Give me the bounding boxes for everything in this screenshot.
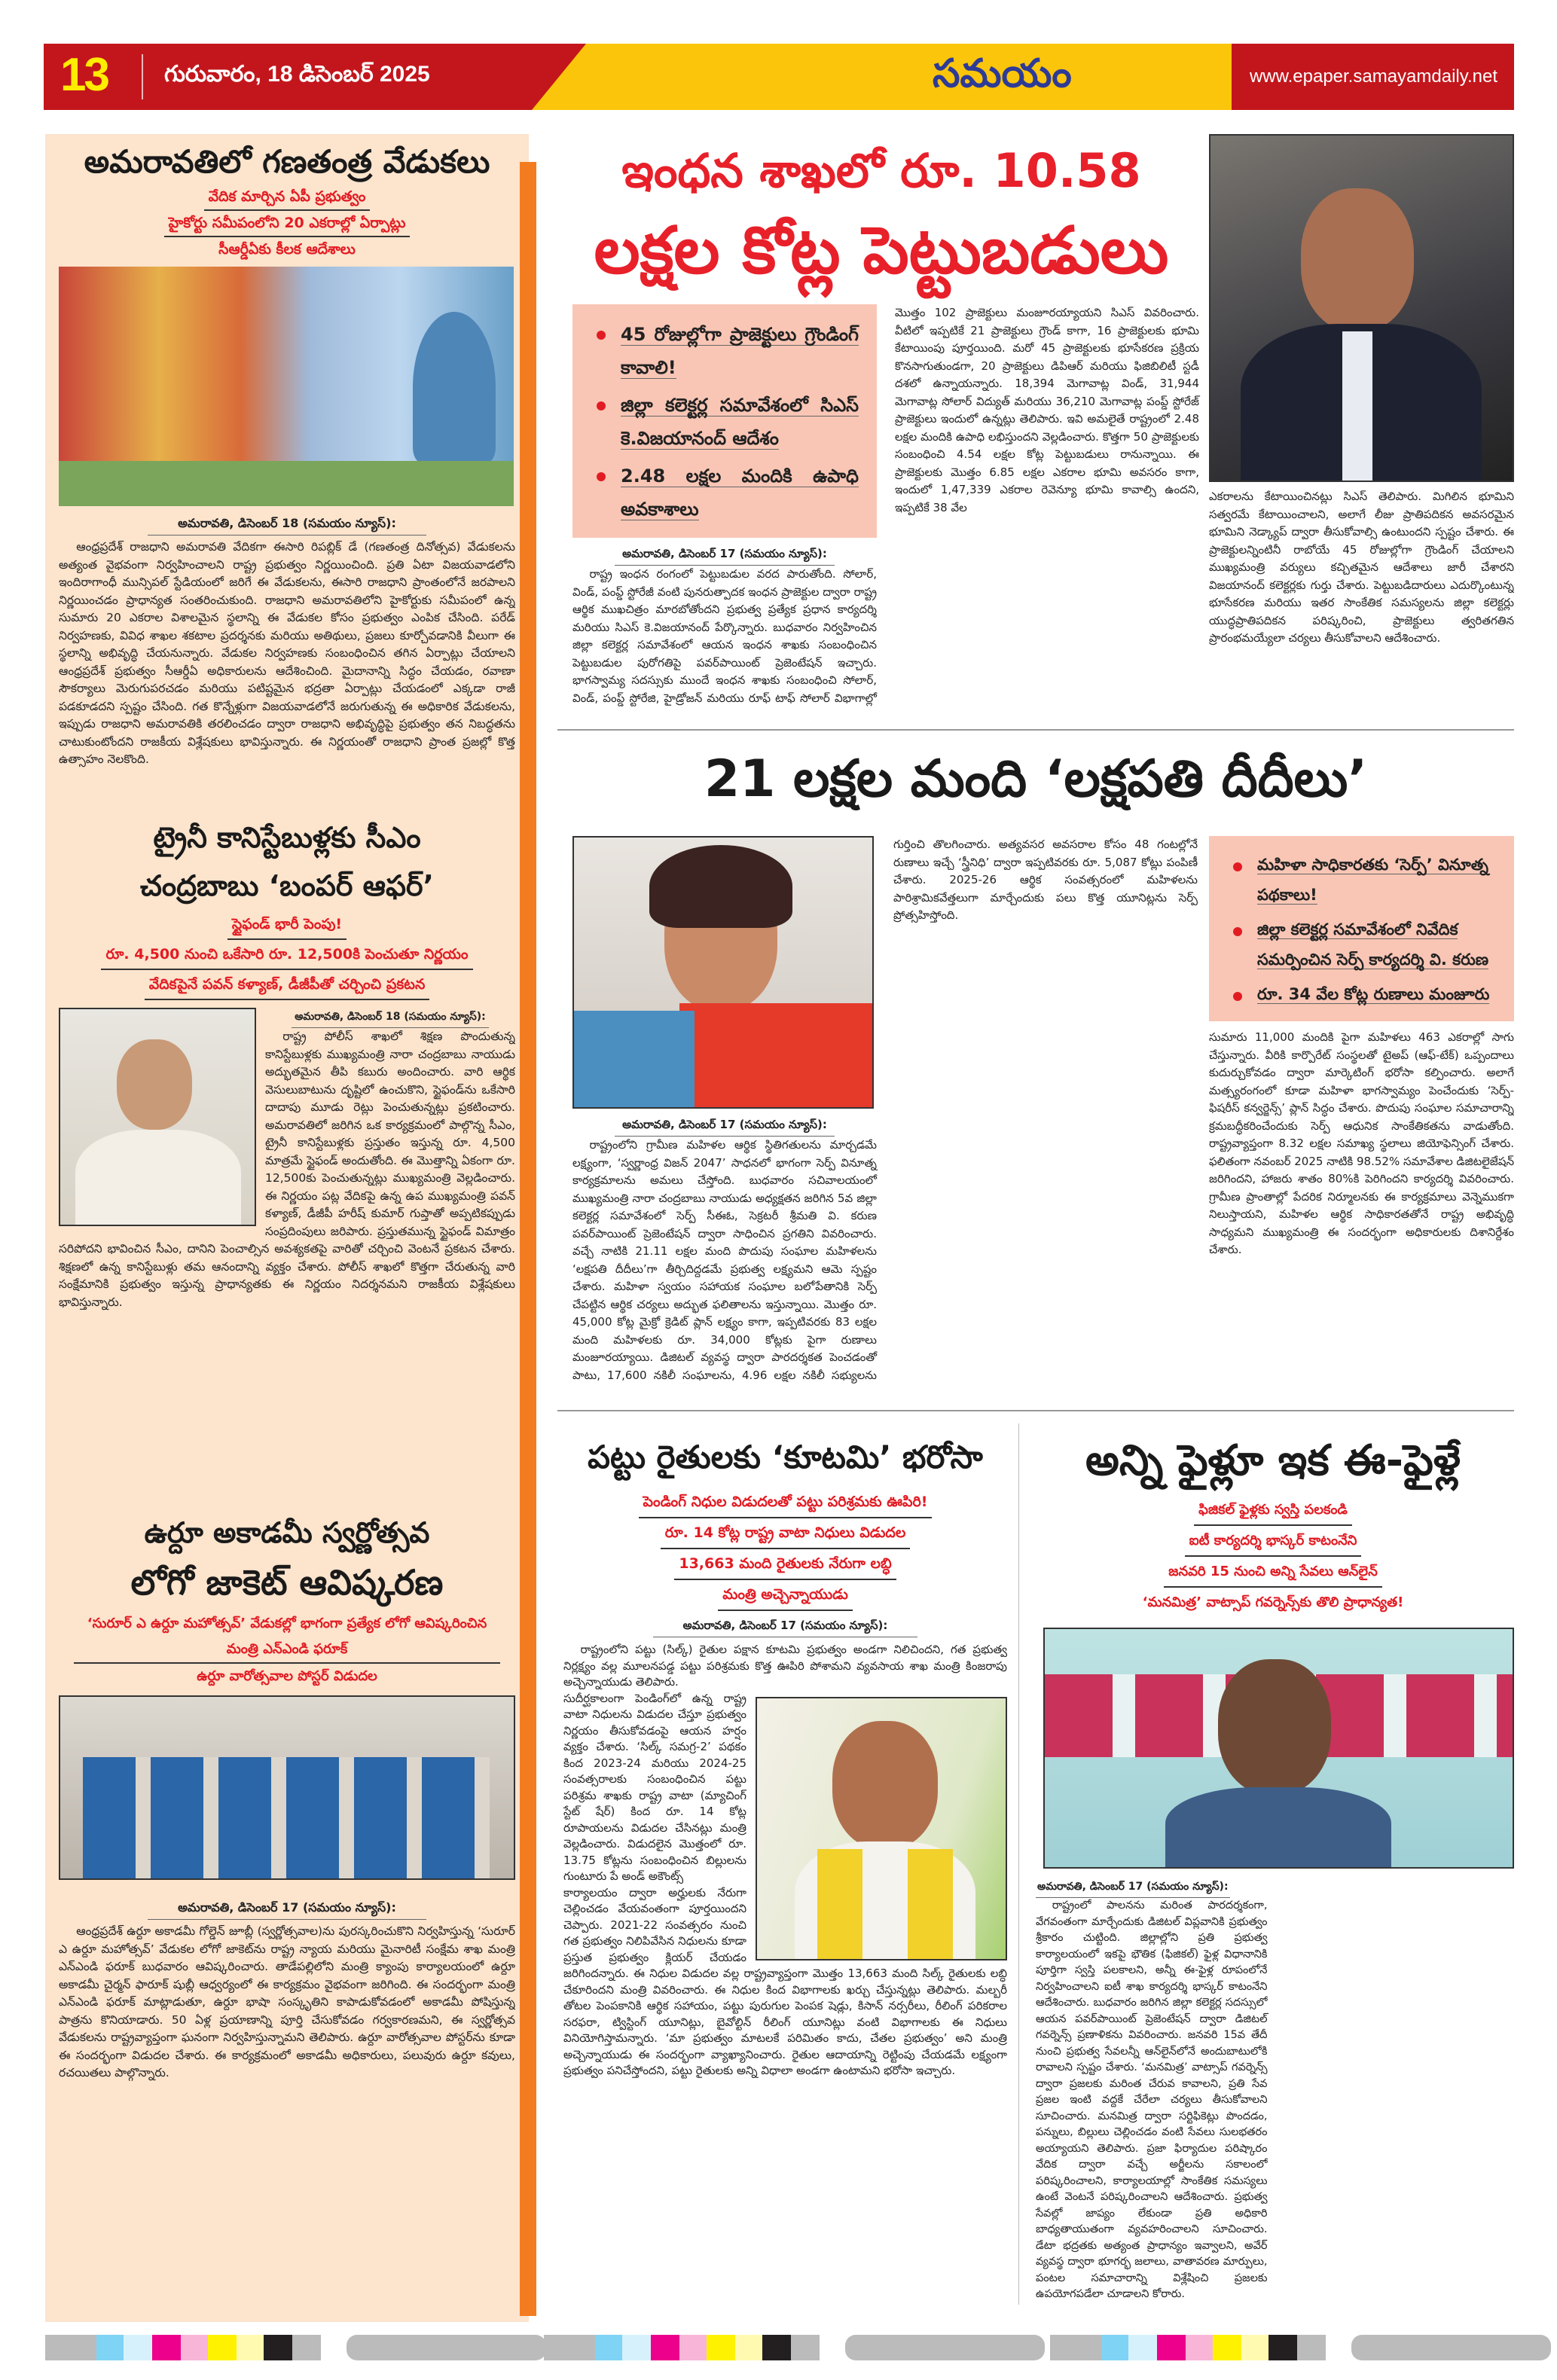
article-republic-day [59,139,515,786]
dateline: అమరావతి, డిసెంబర్ 18 (సమయం న్యూస్): [148,514,426,536]
highlight-item: రూ. 34 వేల కోట్ల రుణాలు మంజూరు [1232,979,1496,1009]
color-swatch [707,2335,735,2360]
color-swatch [735,2335,762,2360]
color-swatch [1157,2335,1186,2360]
kicker: ఐటీ కార్యదర్శి భాస్కర్ కాటంనేని [1185,1526,1362,1557]
color-swatch [237,2335,264,2360]
color-swatch [1050,2335,1101,2360]
article-trainee-constables [59,813,515,1486]
divider [1018,1423,1019,2305]
highlight-item: మహిళా సాధికారతకు ‘సెర్ప్’ వినూత్న పథకాలు! [1232,850,1496,910]
gray-registration-pill [1351,2335,1551,2360]
color-swatch [651,2335,679,2360]
article-body: రాష్ట్రంలోని పట్టు (సిల్క్) రైతుల పక్షాన కూటమి ప్రభుత్వం అండగా నిలిచిందని, గత ప్రభుత్వ నిర్లక్ష్యం వల్ల మూలనపడ్డ పట్టు పరిశ్రమకు కొత్త ఊపిరి పోశామని వ్యవసాయ శాఖ మంత్రి కింజరాపు అచ్చెన్నాయుడు తెలిపారు. [563,1643,1007,1689]
article-body: కార్యాలయం ద్వారా అర్హులకు నేరుగా చెల్లించడం వేయవంతంగా పూర్తయిందని చెప్పారు. 2021-22 సంవత్సరం నుంచి గత ప్రభుత్వం నిలిపివేసిన నిధులను కూడా ప్రస్తుత ప్రభుత్వం క్లియర్ చేయడం జరిగిందన్నారు. ఈ నిధుల విడుదల వల్ల రాష్ట్రవ్యాప్తంగా మొత్తం 13,663 మంది సిల్క్ రైతులకు లబ్ధి చేకూరిందని మంత్రి వివరించారు. ఈ నిధుల కింద విభాగాలకు ఖర్చు చేస్తున్నట్లు తెలిపారు. మల్బరీ తోటల పెంపకానికి ఆర్థిక సహాయం, పట్టు పురుగుల పెంపక షెడ్లు, కిసాన్ నర్సరీలు, రీలింగ్ పరికరాల సరఫరా, ట్విస్టింగ్ యూనిట్లు, బైవోల్టిన్ రీలింగ్ యూనిట్లు వంటి విభాగాలకు ఈ నిధులు వినియోగిస్తామన్నారు. ‘మా ప్రభుత్వం మాటలకే పరిమితం కాదు, చేతల ప్రభుత్వం’ అని మంత్రి అచ్చెన్నాయుడు ఈ సందర్భంగా వ్యాఖ్యానించారు. రైతుల ఆదాయాన్ని రెట్టింపు చేయడమే లక్ష్యంగా ప్రభుత్వం పనిచేస్తోందని, పట్టు రైతులకు అన్ని విధాలా అండగా ఉంటామని భరోసా ఇచ్చారు. [563,1885,1007,2077]
column-accent-bar [520,162,536,2316]
headline: లోగో జాకెట్ ఆవిష్కరణ [130,1562,444,1603]
kicker: రూ. 4,500 నుంచి ఒకేసారి రూ. 12,500కి పెంచుతూ నిర్ణయం [101,940,472,970]
headline-lakhpati-didis: 21 లక్షల మంది ‘లక్షపతి దీదీలు’ [704,749,1368,809]
website-link[interactable]: www.epaper.samayamdaily.net [1249,66,1497,87]
kicker: మంత్రి అచ్చెన్నాయుడు [718,1580,853,1611]
article-e-files [1032,1427,1514,2307]
headline: ఇంధన శాఖలో రూ. 10.58 [621,143,1141,198]
headline: అన్ని ఫైళ్లూ ఇక ఈ-ఫైళ్లే [1085,1436,1461,1485]
headline: పట్టు రైతులకు ‘కూటమి’ భరోసా [588,1439,983,1475]
color-swatch [1128,2335,1157,2360]
divider [557,1410,1514,1411]
kicker: స్టైఫండ్ భారీ పెంపు! [227,910,347,940]
page-number: 13 [60,49,108,101]
photo-it-secretary-bhaskar [1043,1628,1514,1869]
dateline: అమరావతి, డిసెంబర్ 17 (సమయం న్యూస్): [1036,1878,1230,1898]
color-swatch [96,2335,124,2360]
color-swatch [152,2335,181,2360]
color-swatch [181,2335,208,2360]
highlight-item: జిల్లా కలెక్టర్ల సమావేశంలో సిఎస్ కె.విజయానంద్ ఆదేశం [595,389,859,455]
photo-chandrababu-naidu [59,1008,256,1226]
headline: ఉర్దూ అకాడమీ స్వర్ణోత్సవ [144,1516,430,1549]
kicker: ఫిజికల్ ఫైళ్లకు స్వస్తి పలకండి [1194,1495,1352,1526]
color-swatch [1186,2335,1213,2360]
article-urdu-academy [59,1509,515,2316]
dateline: అమరావతి, డిసెంబర్ 17 (సమయం న్యూస్): [615,1115,835,1137]
divider [557,729,1514,731]
color-swatch [264,2335,292,2360]
color-swatch [1241,2335,1268,2360]
article-body: సుదీర్ఘకాలంగా పెండింగ్‌లో ఉన్న రాష్ట్ర వాటా నిధులను విడుదల చేస్తూ ప్రభుత్వం నిర్ణయం తీసుకోవడంపై ఆయన హర్షం వ్యక్తం చేశారు. ‘సిల్క్ సమగ్ర-2’ పథకం కింద 2023-24 మరియు 2024-25 సంవత్సరాలకు సంబంధించిన పట్టు పరిశ్రమ శాఖకు రాష్ట్ర వాటా (మ్యాచింగ్ స్టేట్ షేర్) కింద రూ. 14 కోట్ల రూపాయలను విడుదల చేసినట్లు మంత్రి వెల్లడించారు. విడుదలైన మొత్తంలో రూ. 13.75 కోట్లను సంబంధించిన బిల్లులను గుంటూరు పే అండ్ అకౌంట్స్ [563,1691,746,1883]
article-body: ఆంధ్రప్రదేశ్ ఉర్దూ అకాడమీ గోల్డెన్ జూబ్లీ (స్వర్ణోత్సవాల)ను పురస్కరించుకొని నిర్వహిస్తున్న ‘సురూర్ ఎ ఉర్దూ మహోత్సవ్’ వేడుకల లోగో జాకెట్‌ను రాష్ట్ర న్యాయ మరియు మైనారిటీ సంక్షేమ శాఖ మంత్రి ఎన్ఎండి ఫరూక్ బుధవారం ఆవిష్కరించారు. తాడేపల్లిలోని మంత్రి క్యాంపు కార్యాలయంలో ఉర్దూ అకాడమీ చైర్మన్ ఫారూక్ షుబ్లీ ఆధ్వర్యంలో ఈ కార్యక్రమం వైభవంగా జరిగింది. ఈ సందర్భంగా మంత్రి ఎన్ఎండి ఫరూక్ మాట్లాడుతూ, ఉర్దూ భాషా సంస్కృతిని కాపాడుకోవడంలో అకాడమీ పోషిస్తున్న పాత్రను కొనియాడారు. 50 ఏళ్ల ప్రయాణాన్ని పూర్తి చేసుకోవడం గర్వకారణమని, ఈ స్వర్ణోత్సవ వేడుకలను రాష్ట్రవ్యాప్తంగా ఘనంగా నిర్వహిస్తున్నామని తెలిపారు. ఉర్దూ వారోత్సవాల పోస్టర్‌ను కూడా ఈ సందర్భంగా విడుదల చేశారు. ఈ కార్యక్రమంలో అకాడమీ అధికారులు, పలువురు ఉర్దూ కవులు, రచయితలు పాల్గొన్నారు. [59,1924,515,2079]
kicker: రూ. 14 కోట్ల రాష్ట్ర వాటా నిధులు విడుదల [661,1518,911,1549]
color-swatch [45,2335,96,2360]
kicker: వేదికపైనే పవన్ కళ్యాణ్, డీజీపీతో చర్చించి ప్రకటన [145,970,430,1000]
gray-registration-pill [347,2335,546,2360]
color-swatch [679,2335,707,2360]
photo-minister-atchannaidu [756,1697,1007,1960]
highlight-item: 45 రోజుల్లోగా ప్రాజెక్టులు గ్రౌండింగ్ కావాలి! [595,318,859,384]
headline: అమరావతిలో గణతంత్ర వేడుకలు [84,143,490,180]
dateline: అమరావతి, డిసెంబర్ 17 (సమయం న్యూస్): [615,544,835,566]
kicker: పెండింగ్ నిధుల విడుదలతో పట్టు పరిశ్రమకు ఊపిరి! [639,1488,933,1518]
kicker: హైకోర్టు సమీపంలోని 20 ఎకరాల్లో ఏర్పాట్లు [164,211,411,237]
article-body: ఎకరాలను కేటాయించినట్లు సిఎస్ తెలిపారు. మిగిలిన భూమిని సత్వరమే కేటాయించాలని, అలాగే లీజు ప్రాతిపదికన అవసరమైన భూమిని నెడ్క్యాప్ ద్వారా తీసుకోవాల్సి ఉంటుందని స్పష్టం చేశారు. ఈ ప్రాజెక్టులన్నింటినీ రాబోయే 45 రోజుల్లోగా గ్రౌండింగ్ చేయాలని ముఖ్యమంత్రి వర్యులు కచ్చితమైన ఆదేశాలు జారీ చేశారని విజయానంద్ కలెక్టర్లకు గుర్తు చేశారు. పెట్టుబడిదారులు ఎదుర్కొంటున్న భూసేకరణ మరియు ఇతర సాంకేతిక సమస్యలను జిల్లా కలెక్టర్లు యుద్ధప్రాతిపదికన పరిష్కరించి, ప్రాజెక్టులు త్వరితగతిన ప్రారంభమయ్యేలా చర్యలు తీసుకోవాలని ఆదేశించారు. [1209,490,1514,645]
color-swatch [1297,2335,1326,2360]
highlights-box [1209,836,1514,1021]
photo-republic-celebrations [59,267,514,506]
dateline: అమరావతి, డిసెంబర్ 17 (సమయం న్యూస్): [653,1616,918,1637]
left-column-stack [59,139,515,2316]
dateline: అమరావతి, డిసెంబర్ 18 (సమయం న్యూస్): [292,1008,489,1028]
divider [142,54,143,99]
headline: చంద్రబాబు ‘బంపర్ ఆఫర్’ [140,869,434,902]
kicker: ‘సురూర్ ఎ ఉర్దూ మహోత్సవ్’ వేడుకల్లో భాగంగా ప్రత్యేక లోగో ఆవిష్కరించిన మంత్రి ఎన్ఎండి ఫరూక్ [74,1611,500,1664]
kicker: 13,663 మంది రైతులకు నేరుగా లబ్ధి [674,1549,896,1580]
photo-serp-secretary-karuna [572,836,874,1109]
article-body: ఆంధ్రప్రదేశ్ రాజధాని అమరావతి వేదికగా ఈసారి రిపబ్లిక్ డే (గణతంత్ర దినోత్సవ) వేడుకలను అత్యంత వైభవంగా నిర్వహించాలని రాష్ట్ర ప్రభుత్వం నిర్ణయించింది. ప్రతి ఏటా విజయవాడలోని ఇందిరాగాంధీ మున్సిపల్ స్టేడియంలో జరిగే ఈ వేడుకలను, ఈసారి రాజధాని ప్రాంతంలోనే జరపాలని నిర్ణయించడం ప్రాధాన్యత సంతరించుకుంది. రాజధాని అమరావతిలోని హైకోర్టుకు సమీపంలో ఉన్న సుమారు 20 ఎకరాల విశాలమైన స్థలాన్ని ఈ వేడుకల కోసం ప్రభుత్వం ఎంపిక చేసింది. పరేడ్ నిర్వహణకు, వివిధ శాఖల శకటాల ప్రదర్శనకు మరియు అతిథులు, ప్రజలు కూర్చోవడానికి వీలుగా ఈ స్థలాన్ని అభివృద్ధి చేయనున్నారు. వేడుకల నిర్వహణకు సంబంధించిన తగిన ఏర్పాట్లు చేయాలని ఆంధ్రప్రదేశ్ ప్రభుత్వం సీఆర్డీఏ అధికారులను ఆదేశించింది. మైదానాన్ని సిద్ధం చేయడం, రవాణా సౌకర్యాలు మెరుగుపరచడం మరియు పటిష్టమైన భద్రతా ఏర్పాట్లు చేయడంలో ఎక్కడా రాజీ పడకూడదని స్పష్టం చేసింది. గత కొన్నేళ్లుగా విజయవాడలోనే జరుగుతున్న ఈ అధికారిక వేడుకలను, ఇప్పుడు రాజధాని అమరావతికి తరలించడం ద్వారా రాజధాని అభివృద్ధిపై ప్రభుత్వం తన నిబద్ధతను చాటుకుంటోందని రాజకీయ విశ్లేషకులు భావిస్తున్నారు. ఈ నిర్ణయంతో రాజధాని ప్రాంత ప్రజల్లో కొత్త ఉత్సాహం నెలకొంది. [59,540,515,766]
color-swatch [124,2335,152,2360]
highlight-item: జిల్లా కలెక్టర్ల సమావేశంలో నివేదిక సమర్పించిన సెర్ప్ కార్యదర్శి వి. కరుణ [1232,914,1496,975]
highlights-box [572,304,877,538]
headline: ట్రైనీ కానిస్టేబుళ్లకు సీఎం [153,821,421,854]
article-silk-farmers [561,1427,1009,2305]
photo-cs-vijayanand [1209,134,1514,482]
color-swatch [762,2335,791,2360]
color-swatch [595,2335,622,2360]
article-energy-investments [557,136,1205,723]
color-swatch [292,2335,321,2360]
article-body: సుమారు 11,000 మందికి పైగా మహిళలు 463 ఎకరాల్లో సాగు చేస్తున్నారు. వీరికి కార్పొరేట్ సంస్థలతో టైఅప్ (ఆఫ్-టేక్) ఒప్పందాలు కుదుర్చుకోవడం ద్వారా మార్కెటింగ్ భరోసా కల్పించారు. అలాగే మత్స్యరంగంలో కూడా మహిళా భాగస్వామ్యం పెంచేందుకు ‘సెర్ప్-ఫిషరీస్ కన్వర్జెన్స్’ ప్లాన్ సిద్ధం చేశారు. పొదుపు సంఘాల సమాచారాన్ని క్రమబద్ధీకరించేందుకు సెర్ప్ ఆధునిక సాంకేతికతను వాడుతోంది. రాష్ట్రవ్యాప్తంగా 8.32 లక్షల సమాఖ్య స్థలాలు జియోఫెన్సింగ్ చేశారు. ఫలితంగా నవంబర్ 2025 నాటికి 98.52% సమావేశాల డిజిటలైజేషన్ జరిగిందని, హాజరు శాతం 80%కి పెరిగిందని కార్యదర్శి వివరించారు. గ్రామీణ ప్రాంతాల్లో పేదరిక నిర్మూలనకు ఈ కార్యక్రమాలు వెన్నెముకగా నిలుస్తాయని, మహిళల ఆర్థిక సాధికారతతోనే రాష్ట్ర అభివృద్ధి సాధ్యమని ముఖ్యమంత్రి ఈ సందర్భంగా అధికారులకు దిశానిర్దేశం చేశారు. [1209,1030,1514,1256]
color-swatch [544,2335,595,2360]
color-swatch [1101,2335,1128,2360]
kicker: ఉర్దూ వారోత్సవాల పోస్టర్ విడుదల [197,1668,377,1684]
color-strip [45,2335,321,2360]
color-swatch [791,2335,820,2360]
color-swatch [622,2335,651,2360]
color-swatch [208,2335,237,2360]
color-swatch [1213,2335,1241,2360]
article-body: రాష్ట్రంలోని గ్రామీణ మహిళల ఆర్థిక స్థితిగతులను మార్చడమే లక్ష్యంగా, ‘స్వర్ణాంధ్ర విజన్ 2047’ సాధనలో భాగంగా సెర్ప్ వినూత్న కార్యక్రమాలను అమలు చేస్తోంది. బుధవారం సచివాలయంలో ముఖ్యమంత్రి నారా చంద్రబాబు నాయుడు అధ్యక్షతన జరిగిన 5వ జిల్లా కలెక్టర్ల సమావేశంలో సెర్ప్ సీఈఓ, సెక్రటరీ శ్రీమతి వి. కరుణ పవర్‌పాయింట్ ప్రెజెంటేషన్ ద్వారా సాధించిన ప్రగతిని వివరించారు. వచ్చే నాటికి 21.11 లక్షల మంది పొదుపు సంఘాల మహిళలను ‘లక్షపతి దీదీలు’గా తీర్చిదిద్దడమే ప్రభుత్వ లక్ష్యమని ఆమె స్పష్టం చేశారు. మహిళా స్వయం సహాయక సంఘాల బలోపేతానికి సెర్ప్ చేపట్టిన ఆర్థిక చర్యలు అద్భుత ఫలితాలను ఇస్తున్నాయి. మొత్తం రూ. 45,000 కోట్ల మైక్రో క్రెడిట్ ప్లాన్ లక్ష్యం కాగా, ఇప్పటివరకు 83 లక్షల మంది మహిళలకు రూ. 34,000 కోట్లకు పైగా రుణాలు మంజూరయ్యాయి. డిజిటల్ వ్యవస్థ ద్వారా పారదర్శకత పెంచడంతో పాటు, 17,600 నకిలీ సంఘాలను, 4.96 లక్షల నకిలీ సభ్యులను గుర్తించి తొలగించారు. అత్యవసర అవసరాల కోసం 48 గంటల్లోనే రుణాలు ఇచ్చే ‘స్త్రీనిధి’ ద్వారా ఇప్పటివరకు రూ. 5,087 కోట్లు పంపిణీ చేశారు. 2025-26 ఆర్థిక సంవత్సరంలో మహిళలను పారిశ్రామికవేత్తలుగా మార్చేందుకు పలు కొత్త యూనిట్లను సెర్ప్ ప్రోత్సహిస్తోంది. [572,838,1198,1382]
article-lakhpati-didis [557,738,1514,1401]
highlight-item: 2.48 లక్షల మందికి ఉపాధి అవకాశాలు [595,459,859,526]
issue-date: గురువారం, 18 డిసెంబర్ 2025 [164,62,430,87]
masthead [44,44,1514,110]
article-body: రాష్ట్ర ఇంధన రంగంలో పెట్టుబడుల వరద పారుతోంది. సోలార్, విండ్, పంప్డ్ స్టోరేజీ వంటి పునరుత్పాదక ఇంధన ప్రాజెక్టుల ద్వారా రాష్ట్ర ఆర్థిక ముఖచిత్రం మారబోతోందని ప్రభుత్వ ప్రత్యేక ప్రధాన కార్యదర్శి మరియు సిఎస్ కె.విజయానంద్ పేర్కొన్నారు. బుధవారం నిర్వహించిన జిల్లా కలెక్టర్ల సమావేశంలో ఆయన ఇంధన శాఖకు సంబంధించిన పెట్టుబడుల పురోగతిపై పవర్‌పాయింట్ ప్రెజెంటేషన్ ఇచ్చారు. భాగస్వామ్య సదస్సుకు ముందే ఇంధన శాఖకు సంబంధించి సోలార్, విండ్, పంప్డ్ స్టోరేజి, హైడ్రోజన్ మరియు రూఫ్ టాఫ్ సోలార్ విభాగాల్లో మొత్తం 102 ప్రాజెక్టులు మంజూరయ్యాయని సిఎస్ వివరించారు. వీటిలో ఇప్పటికే 21 ప్రాజెక్టులు గ్రౌండ్ కాగా, 16 ప్రాజెక్టులకు భూమి కేటాయింపు పూర్తయింది. మరో 45 ప్రాజెక్టులకు భూసేకరణ ప్రక్రియ కొనసాగుతుండగా, 20 ప్రాజెక్టులు డిపిఆర్ మరియు ఫిజిబిలిటీ స్టడీ దశలో ఉన్నాయన్నారు. 18,394 మెగావాట్ల విండ్, 31,944 మెగావాట్ల సోలార్ విద్యుత్ మరియు 36,210 మెగావాట్ల పంప్డ్ స్టోరేజ్ ప్రాజెక్టులు ఇందులో ఉన్నట్లు తెలిపారు. ఇవి అమలైతే రాష్ట్రంలో 2.48 లక్షల మందికి ఉపాధి లభిస్తుందని వెల్లడించారు. కొత్తగా 50 ప్రాజెక్టులకు సంబంధించి 4.54 లక్షల కోట్ల పెట్టుబడులు రానున్నాయి. ఈ ప్రాజెక్టులకు మొత్తం 6.85 లక్షల ఎకరాల భూమి అవసరం కాగా, ఇందులో 1,47,339 ఎకరాల రెవెన్యూ భూమి కావాల్సి ఉందని, ఇప్పటికే 38 వేల [572,306,1199,705]
article-body: రాష్ట్రంలో పాలనను మరింత పారదర్శకంగా, వేగవంతంగా మార్చేందుకు డిజిటల్ విప్లవానికి ప్రభుత్వం శ్రీకారం చుట్టింది. జిల్లాల్లోని ప్రతి ప్రభుత్వ కార్యాలయంలో ఇకపై భౌతిక (ఫిజికల్) ఫైళ్ల విధానానికి పూర్తిగా స్వస్తి పలకాలని, అన్నీ ఈ-ఫైళ్ల రూపంలోనే నిర్వహించాలని ఐటీ శాఖ కార్యదర్శి భాస్కర్ కాటంనేని ఆదేశించారు. బుధవారం జరిగిన జిల్లా కలెక్టర్ల సదస్సులో ఆయన పవర్‌పాయింట్ ప్రెజెంటేషన్ ద్వారా డిజిటల్ గవర్నెన్స్ ప్రణాళికను వివరించారు. జనవరి 15వ తేదీ నుంచి ప్రభుత్వ సేవలన్నీ ఆన్‌లైన్‌లోనే అందుబాటులోకి రావాలని స్పష్టం చేశారు. ‘మనమిత్ర’ వాట్సాప్ గవర్నెన్స్ ద్వారా ప్రజలకు మరింత చేరువ కావాలని, ప్రతి సేవ ప్రజల ఇంటి వద్దకే చేరేలా చర్యలు తీసుకోవాలని సూచించారు. మనమిత్ర ద్వారా సర్టిఫికెట్లు పొందడం, పన్నులు, బిల్లులు చెల్లించడం వంటి సేవలు సులభతరం అయ్యాయని తెలిపారు. ప్రజా ఫిర్యాదుల పరిష్కారం వేదిక ద్వారా వచ్చే అర్జీలను సకాలంలో పరిష్కరించాలని, కార్యాలయాల్లో సాంకేతిక సమస్యలు ఉంటే వెంటనే పరిష్కరించాలని ఆదేశించారు. ప్రభుత్వ సేవల్లో జాప్యం లేకుండా ప్రతి అధికారి బాధ్యతాయుతంగా వ్యవహరించాలని సూచించారు. డేటా భద్రతకు అత్యంత ప్రాధాన్యం ఇవ్వాలని, అవేర్ వ్యవస్థ ద్వారా భూగర్భ జలాలు, వాతావరణ మార్పులు, పంటల సమాచారాన్ని విశ్లేషించి ప్రజలకు ఉపయోగపడేలా చూడాలని కోరారు. [1036,1899,1268,2300]
kicker: వేదిక మార్చిన ఏపీ ప్రభుత్వం [204,185,371,211]
newspaper-logo: సమయం [933,52,1072,96]
kicker: ‘మనమిత్ర’ వాట్సాప్ గవర్నెన్స్‌కు తొలి ప్రాధాన్యత! [1142,1594,1404,1610]
article-body: రాష్ట్ర పోలీస్ శాఖలో శిక్షణ పొందుతున్న కానిస్టేబుళ్లకు ముఖ్యమంత్రి నారా చంద్రబాబు నాయుడు అద్భుతమైన తీపి కబురు అందించారు. వారి ఆర్థిక వెసులుబాటును దృష్టిలో ఉంచుకొని, స్టైఫండ్‌ను ఒకేసారి దాదాపు మూడు రెట్లు పెంచుతున్నట్లు ప్రకటించారు. అమరావతిలో జరిగిన ఒక కార్యక్రమంలో పాల్గొన్న సీఎం, ట్రైనీ కానిస్టేబుళ్లకు ప్రస్తుతం ఇస్తున్న రూ. 4,500 మాత్రమే స్టైఫండ్ అందుతోంది. ఈ మొత్తాన్ని ఏకంగా రూ. 12,500కు పెంచుతున్నట్లు ముఖ్యమంత్రి వెల్లడించారు. ఈ నిర్ణయం పట్ల వేదికపై ఉన్న ఉప ముఖ్యమంత్రి పవన్ కళ్యాణ్, డీజీపీ హరీష్ కుమార్ గుప్తాతో అప్పటికప్పుడు సంప్రదింపులు జరిపారు. ప్రస్తుతమున్న స్టైఫండ్ విమాత్రం సరిపోదని భావించిన సీఎం, దానిని పెంచాల్సిన అవశ్యకతపై వారితో చర్చించి వెంటనే ప్రకటన చేశారు. శిక్షణలో ఉన్న కానిస్టేబుళ్లు తమ ఆనందాన్ని వ్యక్తం చేశారు. పోలీస్ శాఖలో కొత్తగా చేరుతున్న వారి సంక్షేమానికి ప్రభుత్వం ఇస్తున్న ప్రాధాన్యతకు ఈ నిర్ణయం నిదర్శనమని రాజకీయ విశ్లేషకులు భావిస్తున్నారు. [59,1030,515,1309]
color-strip [1050,2335,1326,2360]
gray-registration-pill [845,2335,1045,2360]
dateline: అమరావతి, డిసెంబర్ 17 (సమయం న్యూస్): [148,1898,426,1920]
headline: లక్షల కోట్ల పెట్టుబడులు [594,213,1169,288]
color-strip [544,2335,820,2360]
kicker: సీఆర్డీఏకు కీలక ఆదేశాలు [218,241,356,258]
kicker: జనవరి 15 నుంచి అన్ని సేవలు ఆన్‌లైన్ [1164,1557,1381,1588]
photo-logo-jacket-release [59,1695,515,1880]
color-swatch [1268,2335,1297,2360]
